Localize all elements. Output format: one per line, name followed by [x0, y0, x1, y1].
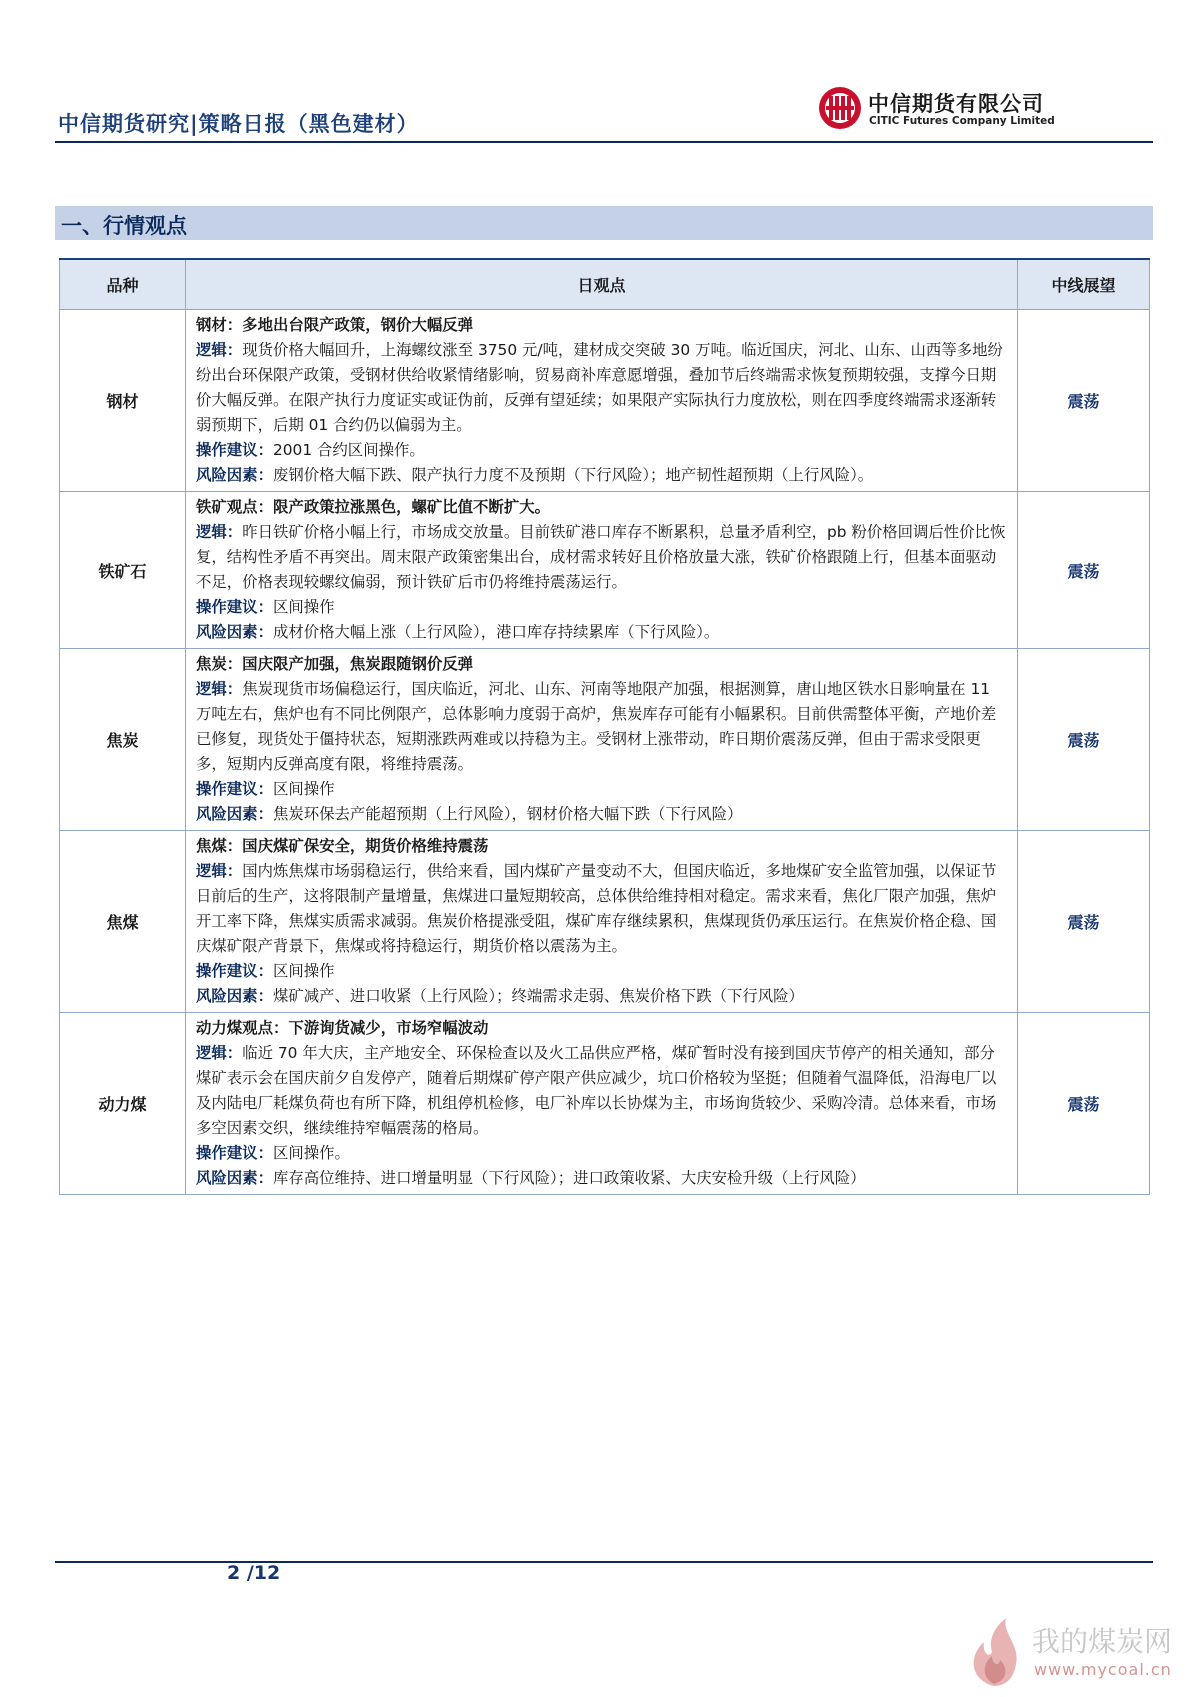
advice-label: 操作建议： [196, 962, 273, 980]
citic-logo-icon [818, 86, 862, 130]
market-view-table [59, 258, 1150, 1195]
view-advice [196, 1141, 1009, 1166]
view-logic [196, 677, 1009, 777]
logic-text: 昨日铁矿价格小幅上行，市场成交放量。目前铁矿港口库存不断累积，总量矛盾利空，pb 粉价格回调后性价比恢复，结构性矛盾不再突出。周末限产政策密集出台，成材需求转好且价格放量大涨，铁矿价格跟随上行，但基本面驱动不足，价格表现较螺纹偏弱，预计铁矿后市仍将维持震荡运行。 [196, 523, 1006, 591]
logic-label: 逻辑： [196, 680, 243, 698]
view-logic [196, 859, 1009, 959]
variety-cell: 动力煤 [60, 1013, 186, 1195]
footer-divider [55, 1561, 1153, 1563]
view-headline: 动力煤观点：下游询货减少，市场窄幅波动 [196, 1019, 489, 1037]
advice-label: 操作建议： [196, 1144, 273, 1162]
advice-label: 操作建议： [196, 598, 273, 616]
advice-label: 操作建议： [196, 780, 273, 798]
logic-text: 国内炼焦煤市场弱稳运行，供给来看，国内煤矿产量变动不大，但国庆临近，多地煤矿安全监管加强，以保证节日前后的生产，这将限制产量增量，焦煤进口量短期较高，总体供给维持相对稳定。需求来看，焦化厂限产加强，焦炉开工率下降，焦煤实质需求减弱。焦炭价格提涨受阻，煤矿库存继续累积，焦煤现货仍承压运行。在焦炭价格企稳、国庆煤矿限产背景下，焦煤或将持稳运行，期货价格以震荡为主。 [196, 862, 997, 955]
logic-text: 现货价格大幅回升，上海螺纹涨至 3750 元/吨，建材成交突破 30 万吨。临近国庆，河北、山东、山西等多地纷纷出台环保限产政策，受钢材供给收紧情绪影响，贸易商补库意愿增强，叠加节后终端需求恢复预期较强，支撑今日期价大幅反弹。在限产执行力度证实或证伪前，反弹有望延续；如果限产实际执行力度放松，则在四季度终端需求逐渐转弱预期下，后期 01 合约仍以偏弱为主。 [196, 341, 1003, 434]
logic-label: 逻辑： [196, 1044, 243, 1062]
risk-label: 风险因素： [196, 1169, 273, 1187]
view-advice [196, 777, 1009, 802]
table-row [60, 649, 1150, 831]
variety-cell: 焦炭 [60, 649, 186, 831]
risk-text: 废钢价格大幅下跌、限产执行力度不及预期（下行风险）；地产韧性超预期（上行风险）。 [272, 466, 874, 484]
daily-view-cell [186, 649, 1018, 831]
watermark-url: www.mycoal.cn [1034, 1660, 1172, 1679]
daily-view-cell [186, 310, 1018, 492]
flame-logo-icon [964, 1616, 1026, 1688]
watermark [964, 1616, 1194, 1691]
logo-chinese-name: 中信期货有限公司 [868, 91, 1044, 116]
view-headline: 焦炭：国庆限产加强，焦炭跟随钢价反弹 [196, 655, 474, 673]
advice-text: 区间操作 [272, 598, 335, 616]
table-row [60, 1013, 1150, 1195]
advice-text: 区间操作 [272, 962, 335, 980]
view-headline: 焦煤：国庆煤矿保安全，期货价格维持震荡 [196, 837, 489, 855]
view-risk [196, 984, 1009, 1009]
outlook-cell: 震荡 [1018, 649, 1150, 831]
risk-label: 风险因素： [196, 623, 273, 641]
view-risk [196, 1166, 1009, 1191]
logic-text: 临近 70 年大庆，主产地安全、环保检查以及火工品供应严格，煤矿暂时没有接到国庆节停产的相关通知，部分煤矿表示会在国庆前夕自发停产，随着后期煤矿停产限产供应减少，坑口价格较为坚挺；但随着气温降低，沿海电厂以及内陆电厂耗煤负荷也有所下降，机组停机检修，电厂补库以长协煤为主，市场询货较少、采购冷清。总体来看，市场多空因素交织，继续维持窄幅震荡的格局。 [196, 1044, 997, 1137]
column-header-variety: 品种 [60, 259, 186, 310]
advice-text: 2001 合约区间操作。 [272, 441, 425, 459]
section-title: 一、行情观点 [61, 214, 187, 238]
column-header-daily-view: 日观点 [186, 259, 1018, 310]
risk-label: 风险因素： [196, 987, 273, 1005]
logic-label: 逻辑： [196, 523, 243, 541]
header-divider [55, 141, 1153, 143]
daily-view-cell [186, 492, 1018, 649]
view-advice [196, 595, 1009, 620]
daily-view-cell [186, 1013, 1018, 1195]
column-header-outlook: 中线展望 [1018, 259, 1150, 310]
view-advice [196, 959, 1009, 984]
view-logic [196, 1041, 1009, 1141]
advice-text: 区间操作。 [272, 1144, 350, 1162]
variety-cell: 铁矿石 [60, 492, 186, 649]
daily-view-cell [186, 831, 1018, 1013]
view-headline: 钢材：多地出台限产政策，钢价大幅反弹 [196, 316, 474, 334]
page-number: 2 /12 [227, 1562, 281, 1584]
table-row [60, 310, 1150, 492]
variety-cell: 焦煤 [60, 831, 186, 1013]
variety-cell: 钢材 [60, 310, 186, 492]
view-risk [196, 802, 1009, 827]
logic-text: 焦炭现货市场偏稳运行，国庆临近，河北、山东、河南等地限产加强，根据测算，唐山地区铁水日影响量在 11 万吨左右，焦炉也有不同比例限产，总体影响力度弱于高炉，焦炭库存可能有小幅累积。目前供需整体平衡，产地价差已修复，现货处于僵持状态，短期涨跌两难或以持稳为主。受钢材上涨带动，昨日期价震荡反弹，但由于需求受限更多，短期内反弹高度有限，将维持震荡。 [196, 680, 997, 773]
view-logic [196, 520, 1009, 595]
risk-text: 焦炭环保去产能超预期（上行风险），钢材价格大幅下跌（下行风险） [272, 805, 743, 823]
risk-label: 风险因素： [196, 466, 273, 484]
logo-english-name: CITIC Futures Company Limited [869, 115, 1055, 127]
outlook-cell: 震荡 [1018, 1013, 1150, 1195]
outlook-cell: 震荡 [1018, 831, 1150, 1013]
risk-text: 煤矿减产、进口收紧（上行风险）；终端需求走弱、焦炭价格下跌（下行风险） [272, 987, 804, 1005]
table-header-row [60, 259, 1150, 310]
section-header [55, 206, 1153, 240]
view-headline: 铁矿观点：限产政策拉涨黑色，螺矿比值不断扩大。 [196, 498, 550, 516]
table-row [60, 492, 1150, 649]
logic-label: 逻辑： [196, 862, 243, 880]
advice-label: 操作建议： [196, 441, 273, 459]
report-title: 中信期货研究|策略日报（黑色建材） [58, 112, 419, 136]
view-logic [196, 338, 1009, 438]
risk-text: 库存高位维持、进口增量明显（下行风险）；进口政策收紧、大庆安检升级（上行风险） [272, 1169, 866, 1187]
outlook-cell: 震荡 [1018, 310, 1150, 492]
watermark-site-name: 我的煤炭网 [1032, 1625, 1173, 1658]
view-risk [196, 620, 1009, 645]
risk-text: 成材价格大幅上涨（上行风险），港口库存持续累库（下行风险）。 [272, 623, 720, 641]
view-risk [196, 463, 1009, 488]
risk-label: 风险因素： [196, 805, 273, 823]
outlook-cell: 震荡 [1018, 492, 1150, 649]
company-logo [818, 86, 1058, 132]
logic-label: 逻辑： [196, 341, 243, 359]
view-advice [196, 438, 1009, 463]
advice-text: 区间操作 [272, 780, 335, 798]
table-row [60, 831, 1150, 1013]
